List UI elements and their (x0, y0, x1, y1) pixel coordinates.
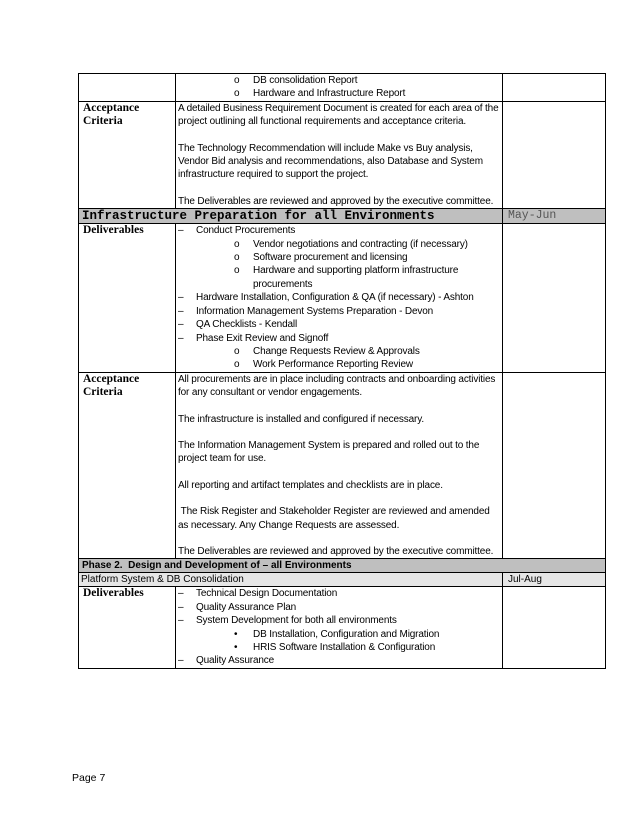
paragraph: The Information Management System is prepared and rolled out to the project team for use. (178, 439, 480, 465)
row-label: Acceptance Criteria (79, 372, 176, 559)
subsection-header-row (79, 573, 606, 587)
paragraph: The infrastructure is installed and configured if necessary. (178, 413, 424, 425)
phase-header-row (79, 559, 606, 573)
paragraph: All reporting and artifact templates and checklists are in place. (178, 479, 443, 491)
list-item: – Hardware Installation, Configuration & QA (if necessary) - Ashton (178, 292, 474, 304)
paragraph: The Deliverables are reviewed and approved by the executive committee. (178, 195, 494, 207)
table-row (79, 101, 606, 208)
list-item: o Hardware and Infrastructure Report (234, 88, 406, 100)
section-title: Infrastructure Preparation for all Environments (79, 209, 503, 224)
list-item: o Vendor negotiations and contracting (if necessary) (234, 238, 468, 250)
paragraph: A detailed Business Requirement Document is created for each area of the project outlining all functional requirements and acceptance criteria. (178, 102, 499, 128)
paragraph: The Risk Register and Stakeholder Register are reviewed and amended as necessary. Any Change Requests are assessed. (178, 506, 493, 531)
table-row (79, 224, 606, 372)
list-item: – Conduct Procurements (178, 225, 296, 237)
subsection-title: Platform System & DB Consolidation (79, 573, 503, 587)
row-label: Deliverables (79, 224, 176, 372)
list-item: – Quality Assurance Plan (178, 601, 297, 613)
list-item: – System Development for both all environments (178, 615, 397, 627)
table-row (79, 74, 606, 102)
list-item: o Software procurement and licensing (234, 252, 408, 264)
table-row (79, 587, 606, 668)
list-item: – Quality Assurance (178, 655, 275, 667)
list-item: • DB Installation, Configuration and Migration (234, 628, 440, 640)
section-period: May-Jun (503, 209, 606, 224)
table-row (79, 372, 606, 559)
paragraph: All procurements are in place including contracts and onboarding activities for any consultant or vendor engagements. (178, 373, 496, 399)
row-label: Deliverables (79, 587, 176, 668)
row-label: Acceptance Criteria (79, 101, 176, 208)
section-header-row (79, 209, 606, 224)
list-item: – Technical Design Documentation (178, 588, 338, 600)
subsection-period: Jul-Aug (503, 573, 606, 587)
list-item: • HRIS Software Installation & Configuration (234, 642, 436, 653)
paragraph: The Deliverables are reviewed and approved by the executive committee. (178, 545, 494, 557)
list-item: o Work Performance Reporting Review (234, 359, 413, 371)
list-item: o Change Requests Review & Approvals (234, 345, 420, 357)
list-item: – Phase Exit Review and Signoff (178, 332, 329, 344)
paragraph: The Technology Recommendation will include Make vs Buy analysis, Vendor Bid analysis and recommendations, also Database and System infrastructure required to support the project. (178, 142, 483, 181)
phase-title: Phase 2. Design and Development of – all Environments (79, 559, 606, 573)
list-item: o Hardware and supporting platform infrastructure procurements (234, 265, 459, 290)
list-item: o DB consolidation Report (234, 75, 358, 86)
project-plan-table (78, 73, 606, 669)
list-item: – Information Management Systems Preparation - Devon (178, 305, 434, 317)
page-number: Page 7 (72, 772, 106, 784)
list-item: – QA Checklists - Kendall (178, 319, 298, 331)
